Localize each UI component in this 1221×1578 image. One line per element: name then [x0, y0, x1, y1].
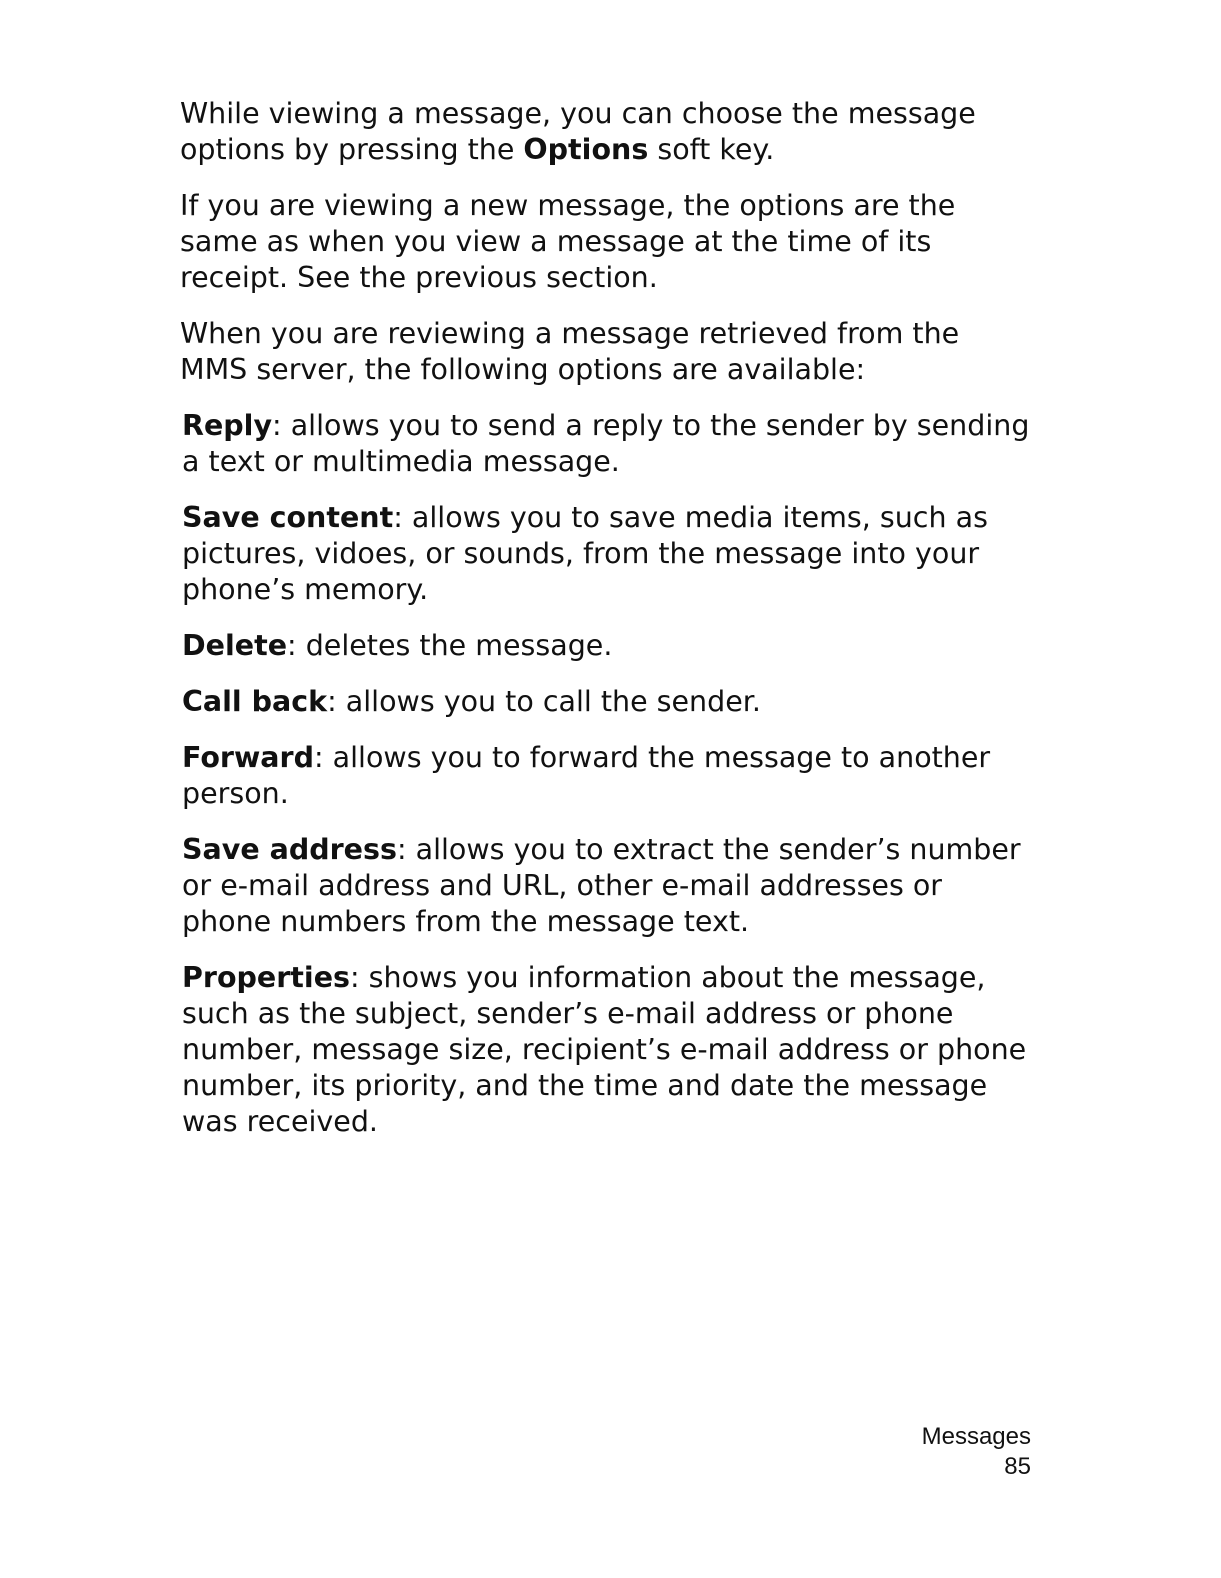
- option-term: Save content: [182, 501, 394, 534]
- option-term: Delete: [182, 629, 288, 662]
- option-term: Save address: [182, 833, 397, 866]
- option-term: Reply: [182, 409, 273, 442]
- option-save-address: [180, 832, 1030, 940]
- page-number: 85: [1004, 1453, 1031, 1480]
- option-save-content: [180, 500, 1030, 608]
- option-delete: [180, 628, 1030, 664]
- option-description: shows you information about the message, such as the subject, sender’s e-mail address or phone number, message size, recipient’s e-mail address or phone number, its priority, and the time and date the message was received.: [182, 961, 1027, 1138]
- intro-text: While viewing a message, you can choose the message options by pressing the: [180, 97, 976, 166]
- option-call-back: [180, 684, 1030, 720]
- page-body: [180, 96, 1030, 1160]
- option-separator: :: [350, 961, 369, 994]
- intro-paragraph-new-message: If you are viewing a new message, the options are the same as when you view a message at the time of its receipt. See the previous section.: [180, 189, 956, 294]
- option-separator: :: [272, 409, 291, 442]
- option-term: Call back: [182, 685, 328, 718]
- intro-paragraph-mms: When you are reviewing a message retrieved from the MMS server, the following options are available:: [180, 317, 960, 386]
- option-properties: [180, 960, 1030, 1140]
- option-forward: [180, 740, 1030, 812]
- intro-text-end: soft key.: [648, 133, 775, 166]
- option-separator: :: [313, 741, 333, 774]
- option-separator: :: [393, 501, 412, 534]
- option-term: Properties: [182, 961, 350, 994]
- options-softkey-label: Options: [523, 133, 649, 166]
- page-footer: [922, 1422, 1031, 1482]
- option-description: allows you to save media items, such as pictures, vidoes, or sounds, from the message into your phone’s memory.: [182, 501, 988, 606]
- option-reply: [180, 408, 1030, 480]
- option-term: Forward: [182, 741, 314, 774]
- option-description: allows you to extract the sender’s number or e-mail address and URL, other e-mail addresses or phone numbers from the message text.: [182, 833, 1021, 938]
- option-description: allows you to send a reply to the sender by sending a text or multimedia message.: [182, 409, 1030, 478]
- option-description: allows you to forward the message to another person.: [182, 741, 991, 810]
- option-separator: :: [287, 629, 306, 662]
- option-description: deletes the message.: [305, 629, 613, 662]
- option-separator: :: [327, 685, 346, 718]
- intro-paragraph-options: [180, 96, 1030, 168]
- option-description: allows you to call the sender.: [345, 685, 761, 718]
- option-separator: :: [396, 833, 416, 866]
- section-name: Messages: [921, 1423, 1031, 1450]
